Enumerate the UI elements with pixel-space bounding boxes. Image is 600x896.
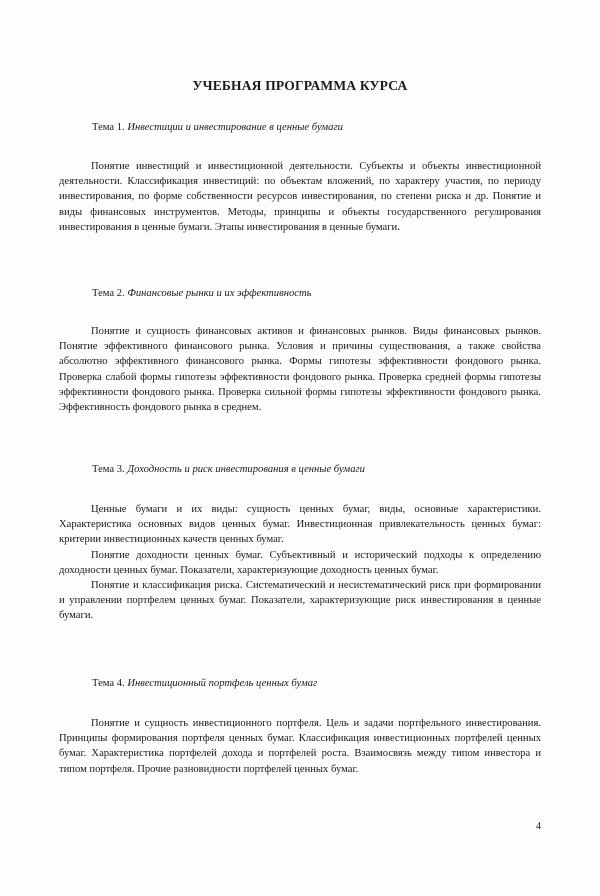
topic-name: Доходность и риск инвестирования в ценные бумаги — [127, 464, 365, 475]
topic-name: Финансовые рынки и их эффективность — [127, 288, 312, 299]
topic-heading-3 — [92, 464, 365, 475]
topic-body-1 — [59, 159, 541, 235]
paragraph: Понятие и классификация риска. Систематический и несистематический риск при формировании и управлении портфелем ценных бумаг. Показатели, характеризующие риск инвестирования в ценные бумаги. — [59, 580, 541, 622]
topic-body-3 — [59, 502, 541, 624]
paragraph: Понятие доходности ценных бумаг. Субъективный и исторический подходы к определению доходности ценных бумаг. Показатели, характеризующие доходность ценных бумаг. — [59, 549, 541, 576]
page-number: 4 — [536, 821, 541, 832]
topic-heading-2 — [92, 288, 311, 299]
topic-heading-4 — [92, 678, 317, 689]
topic-name: Инвестиционный портфель ценных бумаг — [127, 678, 318, 689]
topic-body-4 — [59, 716, 541, 777]
topic-body-2 — [59, 324, 541, 415]
paragraph: Ценные бумаги и их виды: сущность ценных бумаг, виды, основные характеристики. Характеристика основных видов ценных бумаг. Инвестиционная привлекательность ценных бумаг: критерии инвестиционных качеств ценных бумаг. — [59, 504, 541, 546]
document-title: УЧЕБНАЯ ПРОГРАММА КУРСА — [192, 78, 408, 93]
topic-number: Тема 1. — [92, 122, 125, 133]
topic-number: Тема 2. — [92, 288, 125, 299]
paragraph: Понятие инвестиций и инвестиционной деятельности. Субъекты и объекты инвестиционной деятельности. Классификация инвестиций: по объектам вложений, по характеру участия, по периоду инвестирования, по форме собственности ресурсов инвестирования, по степени риска и др. Понятие и виды финансовых инструментов. Методы, принципы и объекты государственного регулирования инвестирования в ценные бумаги. Этапы инвестирования в ценные бумаги. — [59, 161, 541, 233]
topic-number: Тема 3. — [92, 464, 125, 475]
topic-heading-1 — [92, 122, 343, 133]
paragraph: Понятие и сущность финансовых активов и финансовых рынков. Виды финансовых рынков. Понятие эффективного финансового рынка. Условия и причины существования, а также свойства абсолютно эффективного финансового рынка. Формы гипотезы эффективности фондового рынка. Проверка слабой формы гипотезы эффективности фондового рынка. Проверка средней формы гипотезы эффективности фондового рынка. Проверка сильной формы гипотезы эффективности фондового рынка. Эффективность фондового рынка в среднем. — [59, 326, 541, 414]
paragraph: Понятие и сущность инвестиционного портфеля. Цель и задачи портфельного инвестирования. Принципы формирования портфеля ценных бумаг. Классификация инвестиционных портфелей ценных бумаг. Характеристика портфелей дохода и портфелей роста. Взаимосвязь между типом инвестора и типом портфеля. Прочие разновидности портфелей ценных бумаг. — [59, 718, 541, 775]
topic-name: Инвестиции и инвестирование в ценные бумаги — [127, 122, 343, 133]
topic-number: Тема 4. — [92, 678, 125, 689]
